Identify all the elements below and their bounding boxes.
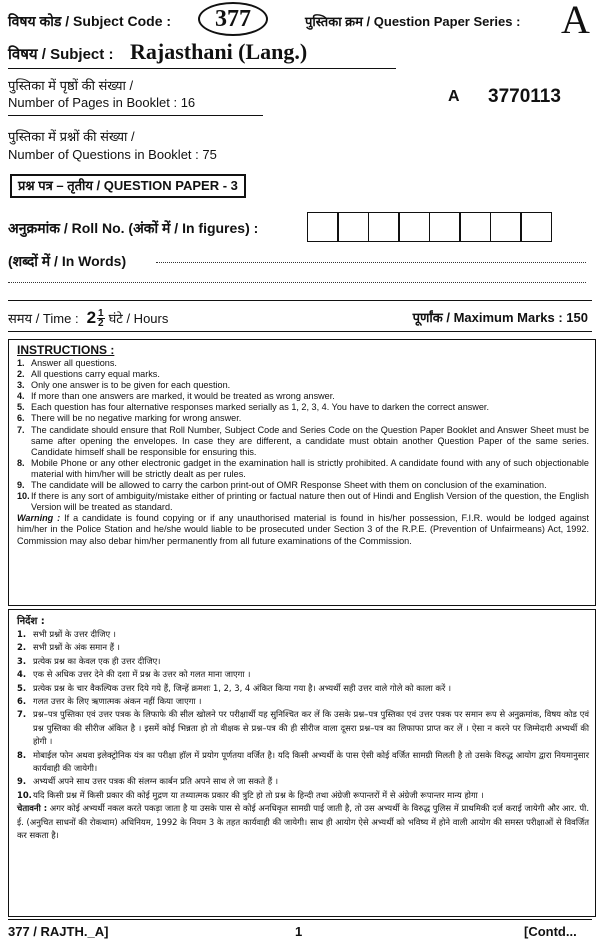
nirdesh-warning-label: चेतावनी : [17,803,48,814]
instruction-text: Mobile Phone or any other electronic gadget in the examination hall is strictly prohibited. A candidate found with any of such objectionable material with him/her will be strictly dealt as per rules. [31,457,589,479]
instructions-list [17,358,589,513]
nirdesh-box [8,609,596,917]
questions-label-hi: पुस्तिका में प्रश्नों की संख्या / [8,129,135,144]
instruction-item [17,641,589,654]
instruction-number: 6. [17,696,27,707]
instruction-item [17,458,589,480]
instruction-item [17,708,589,748]
instruction-item [17,491,589,513]
instruction-text: The candidate will be allowed to carry the carbon print-out of OMR Response Sheet with them on conclusion of the examination. [31,480,547,491]
time-fraction [97,309,105,328]
roll-digit-box[interactable] [398,212,430,242]
max-marks: पूर्णांक / Maximum Marks : 150 [412,310,588,325]
instruction-item [17,380,589,391]
instruction-text: If more than one answers are marked, it would be treated as wrong answer. [31,391,335,402]
instruction-text: यदि किसी प्रश्न में किसी प्रकार की कोई मुद्रण या तथ्यात्मक प्रकार की त्रुटि हो तो प्रश्न के हिन्दी तथा अंग्रेजी रूपान्तरों में से अंग्रेजी रूपान्तर मान्य होगा । [33,789,484,800]
instruction-text: एक से अधिक उत्तर देने की दशा में प्रश्न के उत्तर को गलत माना जाएगा । [33,669,251,680]
instruction-text: Answer all questions. [31,358,117,368]
roll-digit-box[interactable] [520,212,552,242]
series-letter: A [561,0,590,42]
instruction-item [17,789,589,802]
instruction-number: 9. [17,776,27,787]
nirdesh-list [17,628,589,802]
booklet-number: 3770113 [488,86,561,107]
instruction-item [17,358,589,369]
instruction-number: 7. [17,424,25,435]
instruction-number: 8. [17,457,25,468]
instruction-text: Each question has four alternative responses marked serially as 1, 2, 3, 4. You have to darken the correct answer. [31,402,489,413]
subject-code-label: विषय कोड / Subject Code : [8,13,172,29]
roll-words-line[interactable] [8,282,586,283]
instruction-number: 7. [17,709,27,720]
instruction-item [17,391,589,402]
continued-label: [Contd... [524,924,577,939]
pages-label-en: Number of Pages in Booklet : 16 [8,95,196,110]
booklet-series: A [448,88,460,105]
instruction-number: 6. [17,413,25,424]
instruction-number: 3. [17,380,25,391]
roll-no-label: अनुक्रमांक / Roll No. (अंकों में / In figures) : [8,220,259,236]
instruction-number: 3. [17,655,27,666]
instruction-number: 10. [17,491,30,502]
time-den: 2 [98,317,104,329]
divider [8,300,592,301]
instruction-item [17,480,589,491]
instruction-number: 10. [17,789,32,800]
instruction-text: प्रत्येक प्रश्न के चार वैकल्पिक उत्तर दिये गये हैं, जिन्हें क्रमशः 1, 2, 3, 4 अंकित किया गया है। अभ्यर्थी सही उत्तर वाले गोले को काला करें । [33,682,452,693]
pages-label-hi: पुस्तिका में पृष्ठों की संख्या / [8,78,134,93]
instruction-text: Only one answer is to be given for each question. [31,380,231,391]
instruction-item [17,775,589,788]
instruction-item [17,749,589,776]
instructions-box [8,339,596,606]
subject-label: विषय / Subject : [8,46,114,63]
divider [8,919,592,920]
instruction-item [17,682,589,695]
instruction-item [17,425,589,458]
instruction-text: प्रत्येक प्रश्न का केवल एक ही उत्तर दीजिए। [33,655,161,666]
instruction-number: 2. [17,642,27,653]
roll-digit-box[interactable] [337,212,369,242]
instruction-number: 2. [17,369,25,380]
warning-text: If a candidate is found copying or if any unauthorised material is found in his/her possession, F.I.R. would be lodged against him/her in the Police Station and he/she would liable to be prosecuted under Section 3 of the R.P.E. (Prevention of Unfairmeans) Act, 1992. Commission may also debar him/her permanently from all future examinations of the Commission. [17,513,589,546]
question-paper-box: प्रश्न पत्र – तृतीय / QUESTION PAPER - 3 [10,174,246,198]
roll-digit-box[interactable] [490,212,522,242]
instruction-text: If there is any sort of ambiguity/mistake either of printing or factual nature then out of Hindi and English Version of the question, the English Version will be treated as standard. [31,491,589,513]
time-unit: घंटे / Hours [108,311,169,326]
instruction-text: The candidate should ensure that Roll Number, Subject Code and Series Code on the Question Paper Booklet and Answer Sheet must be same after opening the envelopes. In case they are different, a candidate must obtain another Question Paper of the same series. Candidate himself shall be responsible for ensuring this. [31,424,589,457]
subject-name: Rajasthani (Lang.) [130,39,308,64]
divider [8,331,592,332]
instruction-item [17,628,589,641]
instruction-text: प्रश्न–पत्र पुस्तिका एवं उत्तर पत्रक के लिफाफे की सील खोलने पर परीक्षार्थी यह सुनिश्चित कर लें कि उसके प्रश्न–पत्र पुस्तिका एवं उत्तर पत्रक पर समान रूप से अनुक्रमांक, विषय कोड एवं प्रश्न पुस्तिका की सीरीज अंकित है । इसमें कोई भिन्नता हो तो वीक्षक से प्रश्न–पत्र की ही सीरीज वाला दूसरा प्रश्न–पत्र का लिफाफा प्राप्त कर लें । ऐसा न करने पर जिम्मेदारी अभ्यर्थी की होगी । [33,709,589,747]
roll-digit-box[interactable] [429,212,461,242]
instruction-text: सभी प्रश्नों के उत्तर दीजिए । [33,629,116,639]
instruction-number: 9. [17,480,25,491]
nirdesh-warning-text: अगर कोई अभ्यर्थी नकल करते पकड़ा जाता है या उसके पास से कोई अनधिकृत सामग्री पाई जाती है, तो उस अभ्यर्थी के विरुद्ध पुलिस में प्राथमिकी दर्ज कराई जायेगी और आर. पी. ई. (अनुचित साधनों की रोकथाम) अधिनियम, 1992 के नियम 3 के तहत कार्यवाही की जायेगी। साथ ही आयोग ऐसे अभ्यर्थी को भविष्य में होने वाली आयोग की समस्त परीक्षाओं से विवर्जित कर सकता है। [17,803,589,841]
instruction-text: All questions carry equal marks. [31,369,160,380]
instruction-text: मोबाईल फोन अथवा इलेक्ट्रोनिक यंत्र का परीक्षा हॉल में प्रयोग पूर्णतया वर्जित है। यदि किसी अभ्यर्थी के पास ऐसी कोई वर्जित सामग्री मिलती है तो उसके विरुद्ध आयोग द्वारा नियमानुसार कार्यवाही की जायेगी। [33,749,589,774]
roll-digit-box[interactable] [368,212,400,242]
instruction-number: 4. [17,391,25,402]
nirdesh-title: निर्देश : [17,616,45,627]
instruction-text: सभी प्रश्नों के अंक समान हैं । [33,642,120,653]
instruction-item [17,668,589,681]
series-label: पुस्तिका क्रम / Question Paper Series : [305,14,521,29]
instruction-number: 1. [17,629,27,639]
instructions-warning [17,513,589,546]
questions-label-en: Number of Questions in Booklet : 75 [8,147,217,162]
subject-code: 377 [198,2,268,36]
instruction-text: अभ्यर्थी अपने साथ उत्तर पत्रक की संलग्न कार्बन प्रति अपने साथ ले जा सकते हैं । [33,776,279,787]
instructions-title: INSTRUCTIONS : [17,343,115,357]
instruction-item [17,369,589,380]
roll-digit-box[interactable] [307,212,339,242]
roll-no-boxes [308,212,552,242]
instruction-number: 5. [17,402,25,413]
instruction-number: 5. [17,682,27,693]
instruction-item [17,413,589,424]
instruction-number: 8. [17,749,27,760]
instruction-item [17,402,589,413]
divider [8,115,263,116]
instruction-item [17,655,589,668]
nirdesh-warning [17,802,589,842]
roll-words-line[interactable] [156,262,586,263]
time-row [8,308,168,328]
roll-digit-box[interactable] [459,212,491,242]
instruction-item [17,695,589,708]
footer-code: 377 / RAJTH._A] [8,924,109,939]
time-num: 1 [98,307,104,319]
instruction-text: गलत उत्तर के लिए ऋणात्मक अंकन नहीं किया जाएगा । [33,696,202,707]
instruction-text: There will be no negative marking for wrong answer. [31,413,242,424]
instruction-number: 1. [17,358,25,368]
page-number: 1 [295,924,303,939]
instruction-number: 4. [17,669,27,680]
roll-words-label: (शब्दों में / In Words) [8,253,127,269]
time-label: समय / Time : [8,311,79,326]
warning-label: Warning : [17,513,61,524]
time-whole: 2 [86,308,97,327]
divider [8,68,396,69]
